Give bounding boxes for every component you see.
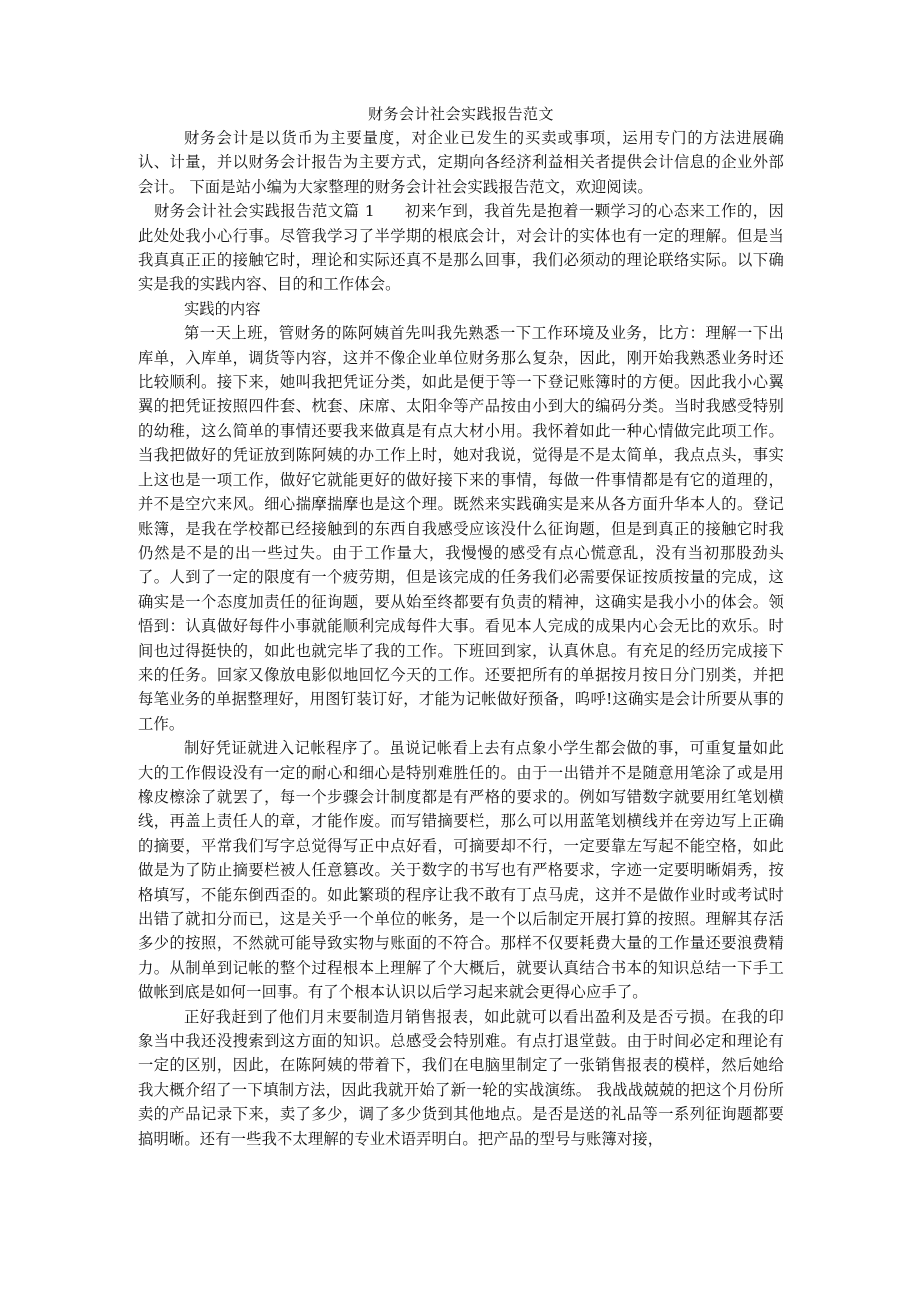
body-paragraph-2: 制好凭证就进入记帐程序了。虽说记帐看上去有点象小学生都会做的事，可重复量如此大的工作假设没有一定的耐心和细心是特别难胜任的。由于一出错并不是随意用笔涂了或是用橡皮檫涂了就罢了，每一个步骤会计制度都是有严格的要求的。例如写错数字就要用红笔划横线，再盖上责任人的章，才能作废。而写错摘要栏，那么可以用蓝笔划横线并在旁边写上正确的摘要，平常我们写字总觉得写正中点好看，可摘要却不行，一定要靠左写起不能空格，如此做是为了防止摘要栏被人任意篡改。关于数字的书写也有严格要求，字迹一定要明晰娟秀，按格填写，不能东倒西歪的。如此繁琐的程序让我不敢有丁点马虎，这并不是做作业时或考试时出错了就扣分而已，这是关乎一个单位的帐务，是一个以后制定开展打算的按照。理解其存活多少的按照，不然就可能导致实物与账面的不符合。那样不仅要耗费大量的工作量还要浪费精力。从制单到记帐的整个过程根本上理解了个大概后，就要认真结合书本的知识总结一下手工做帐到底是如何一回事。有了个根本认识以后学习起来就会更得心应手了。 bbox=[138, 739, 784, 1002]
document-page bbox=[138, 104, 784, 1151]
section-heading-content: 实践的内容 bbox=[184, 299, 261, 318]
body-paragraph-3: 正好我赶到了他们月末要制造月销售报表，如此就可以看出盈利及是否亏损。在我的印象当中我还没搜索到这方面的知识。总感受会特别难。有点打退堂鼓。由于时间必定和理论有一定的区别，因此，在陈阿姨的带着下，我们在电脑里制定了一张销售报表的模样，然后她给我大概介绍了一下填制方法，因此我就开始了新一轮的实战演练。 我战战兢兢的把这个月份所卖的产品记录下来，卖了多少，调了多少货到其他地点。是否是送的礼品等一系列征询题都要搞明晰。还有一些我不太理解的专业术语弄明白。把产品的型号与账簿对接， bbox=[138, 1007, 784, 1148]
section-1-label: 财务会计社会实践报告范文篇 1 bbox=[154, 202, 375, 221]
section-1-paragraph bbox=[138, 199, 784, 297]
body-paragraph-1: 第一天上班，管财务的陈阿姨首先叫我先熟悉一下工作环境及业务，比方：理解一下出库单，入库单，调货等内容，这并不像企业单位财务那么复杂，因此，刚开始我熟悉业务时还比较顺利。接下来，她叫我把凭证分类，如此是便于等一下登记账簿时的方便。因此我小心翼翼的把凭证按照四件套、枕套、床席、太阳伞等产品按由小到大的编码分类。当时我感受特别的幼稚，这么简单的事情还要我来做真是有点大材小用。我怀着如此一种心情做完此项工作。当我把做好的凭证放到陈阿姨的办工作上时，她对我说，觉得是不是太简单，我点点头，事实上这也是一项工作，做好它就能更好的做好接下来的事情，每做一件事情都是有它的道理的，并不是空穴来风。细心揣摩揣摩也是这个理。既然来实践确实是来从各方面升华本人的。登记账簿，是我在学校都已经接触到的东西自我感受应该没什么征询题，但是到真正的接触它时我仍然是不是的出一些过失。由于工作量大，我慢慢的感受有点心慌意乱，没有当初那股劲头了。人到了一定的限度有一个疲劳期，但是该完成的任务我们必需要保证按质按量的完成，这确实是一个态度加责任的征询题，要从始至终都要有负责的精神，这确实是我小小的体会。领悟到：认真做好每件小事就能顺利完成每件大事。看见本人完成的成果内心会无比的欢乐。时间也过得挺快的，如此也就完毕了我的工作。下班回到家，认真休息。有充足的经历完成接下来的任务。回家又像放电影似地回忆今天的工作。还要把所有的单据按月按日分门别类，并把每笔业务的单据整理好，用图钉装订好，才能为记帐做好预备，呜呼!这确实是会计所要从事的工作。 bbox=[138, 324, 784, 733]
intro-paragraph: 财务会计是以货币为主要量度，对企业已发生的买卖或事项，运用专门的方法进展确认、计量，并以财务会计报告为主要方式，定期向各经济利益相关者提供会计信息的企业外部会计。 下面是站小编为大家整理的财务会计社会实践报告范文，欢迎阅读。 bbox=[138, 129, 784, 196]
section-1-text: 初来乍到，我首先是抱着一颗学习的心态来工作的，因此处处我小心行事。尽管我学习了半学期的根底会计，对会计的实体也有一定的理解。但是当我真真正正的接触它时，理论和实际还真不是那么回事，我们必须动的理论联络实际。以下确实是我的实践内容、目的和工作体会。 bbox=[138, 202, 784, 294]
document-title: 财务会计社会实践报告范文 bbox=[367, 105, 554, 123]
